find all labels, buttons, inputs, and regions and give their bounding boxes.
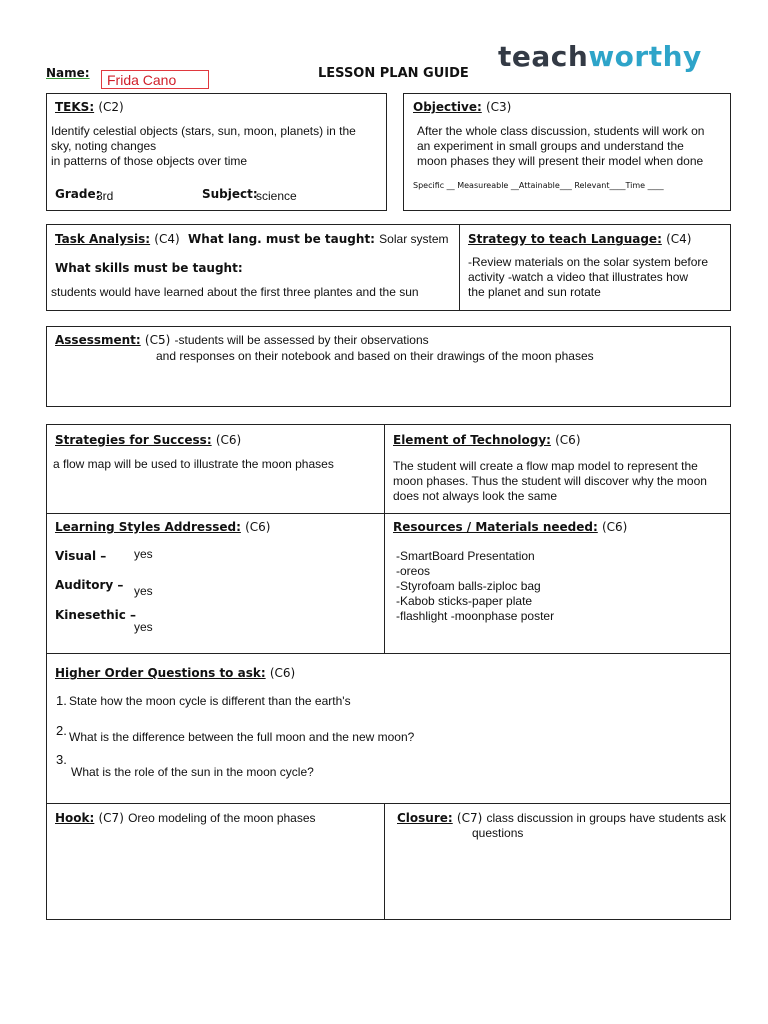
teks-line: in patterns of those objects over time bbox=[51, 154, 248, 168]
task-analysis-row bbox=[46, 224, 731, 311]
objective-text bbox=[417, 124, 729, 169]
subject-value: science bbox=[256, 189, 297, 203]
name-label: Name: bbox=[46, 66, 90, 80]
assessment-line-1: -students will be assessed by their observations bbox=[174, 333, 429, 347]
row-divider bbox=[47, 803, 730, 804]
resource-item: -SmartBoard Presentation bbox=[396, 549, 535, 563]
hook-text: Oreo modeling of the moon phases bbox=[128, 811, 316, 825]
technology-text bbox=[393, 459, 729, 504]
page-title: LESSON PLAN GUIDE bbox=[318, 66, 469, 81]
visual-value: yes bbox=[134, 547, 153, 561]
lang-value: Solar system bbox=[379, 232, 449, 246]
name-field[interactable] bbox=[101, 70, 209, 89]
question-text: What is the role of the sun in the moon cycle? bbox=[71, 765, 314, 779]
teks-line: sky, noting changes bbox=[51, 139, 157, 153]
technology-heading: Element of Technology: (C6) bbox=[393, 433, 581, 447]
objective-heading: Objective: (C3) bbox=[413, 100, 512, 114]
smart-criteria: Specific __ Measureable __Attainable___ Relevant____Time ____ bbox=[413, 181, 664, 190]
skills-value: students would have learned about the first three plantes and the sun bbox=[51, 285, 419, 299]
name-value: Frida Cano bbox=[107, 72, 177, 88]
assessment-line-2: and responses on their notebook and based on their drawings of the moon phases bbox=[156, 349, 594, 363]
resources-heading: Resources / Materials needed: (C6) bbox=[393, 520, 628, 534]
task-analysis-heading: Task Analysis: (C4) What lang. must be taught: Solar system bbox=[55, 232, 449, 246]
resources-list bbox=[396, 549, 726, 624]
technology-line: The student will create a flow map model to represent the bbox=[393, 459, 698, 473]
technology-line: does not always look the same bbox=[393, 489, 558, 503]
closure-line-1: class discussion in groups have students ask bbox=[486, 811, 726, 825]
assessment-heading: Assessment: (C5) -students will be assessed by their observations bbox=[55, 333, 429, 347]
strategies-success-heading: Strategies for Success: (C6) bbox=[55, 433, 242, 447]
assessment-section bbox=[46, 326, 731, 407]
logo-teach: teach bbox=[498, 40, 589, 73]
resource-item: -Styrofoam balls-ziploc bag bbox=[396, 579, 541, 593]
objective-line: moon phases they will present their model when done bbox=[417, 154, 704, 168]
subject-label: Subject: bbox=[202, 187, 258, 201]
objective-line: After the whole class discussion, students will work on bbox=[417, 124, 705, 138]
kinesthetic-value: yes bbox=[134, 620, 153, 634]
question-number: 3. bbox=[56, 752, 67, 767]
grade-value: 3rd bbox=[96, 189, 114, 203]
teachworthy-logo bbox=[498, 40, 702, 73]
col-divider bbox=[384, 425, 385, 653]
question-number: 1. bbox=[56, 693, 67, 708]
teks-heading: TEKS: (C2) bbox=[55, 100, 124, 114]
hook-heading: Hook: (C7) Oreo modeling of the moon phases bbox=[55, 811, 316, 825]
strategy-line: the planet and sun rotate bbox=[468, 285, 601, 299]
teks-section bbox=[46, 93, 387, 211]
auditory-label: Auditory – bbox=[55, 578, 124, 592]
question-text: State how the moon cycle is different than the earth's bbox=[69, 694, 351, 708]
row-divider bbox=[47, 513, 730, 514]
objective-line: an experiment in small groups and understand the bbox=[417, 139, 684, 153]
divider bbox=[459, 225, 460, 310]
grade-label: Grade: bbox=[55, 187, 101, 201]
strategy-language-heading: Strategy to teach Language: (C4) bbox=[468, 232, 692, 246]
objective-section bbox=[403, 93, 731, 211]
teks-text bbox=[51, 124, 383, 169]
questions-heading: Higher Order Questions to ask: (C6) bbox=[55, 666, 296, 680]
lesson-grid bbox=[46, 424, 731, 920]
resource-item: -Kabob sticks-paper plate bbox=[396, 594, 533, 608]
auditory-value: yes bbox=[134, 584, 153, 598]
row-divider bbox=[47, 653, 730, 654]
kinesthetic-label: Kinesethic – bbox=[55, 608, 137, 622]
col-divider bbox=[384, 803, 385, 919]
strategy-line: activity -watch a video that illustrates how bbox=[468, 270, 689, 284]
visual-label: Visual – bbox=[55, 549, 107, 563]
teks-line: Identify celestial objects (stars, sun, moon, planets) in the bbox=[51, 124, 356, 138]
skills-label: What skills must be taught: bbox=[55, 261, 243, 275]
strategy-language-text bbox=[468, 255, 728, 300]
learning-styles-heading: Learning Styles Addressed: (C6) bbox=[55, 520, 271, 534]
technology-line: moon phases. Thus the student will discover why the moon bbox=[393, 474, 707, 488]
logo-worthy: worthy bbox=[588, 40, 702, 73]
resource-item: -flashlight -moonphase poster bbox=[396, 609, 555, 623]
strategy-line: -Review materials on the solar system before bbox=[468, 255, 709, 269]
question-text: What is the difference between the full moon and the new moon? bbox=[69, 730, 415, 744]
question-number: 2. bbox=[56, 723, 67, 738]
closure-heading: Closure: (C7) class discussion in groups have students ask bbox=[397, 811, 726, 825]
strategies-success-text: a flow map will be used to illustrate the moon phases bbox=[53, 457, 334, 471]
resource-item: -oreos bbox=[396, 564, 431, 578]
closure-line-2: questions bbox=[472, 826, 524, 840]
